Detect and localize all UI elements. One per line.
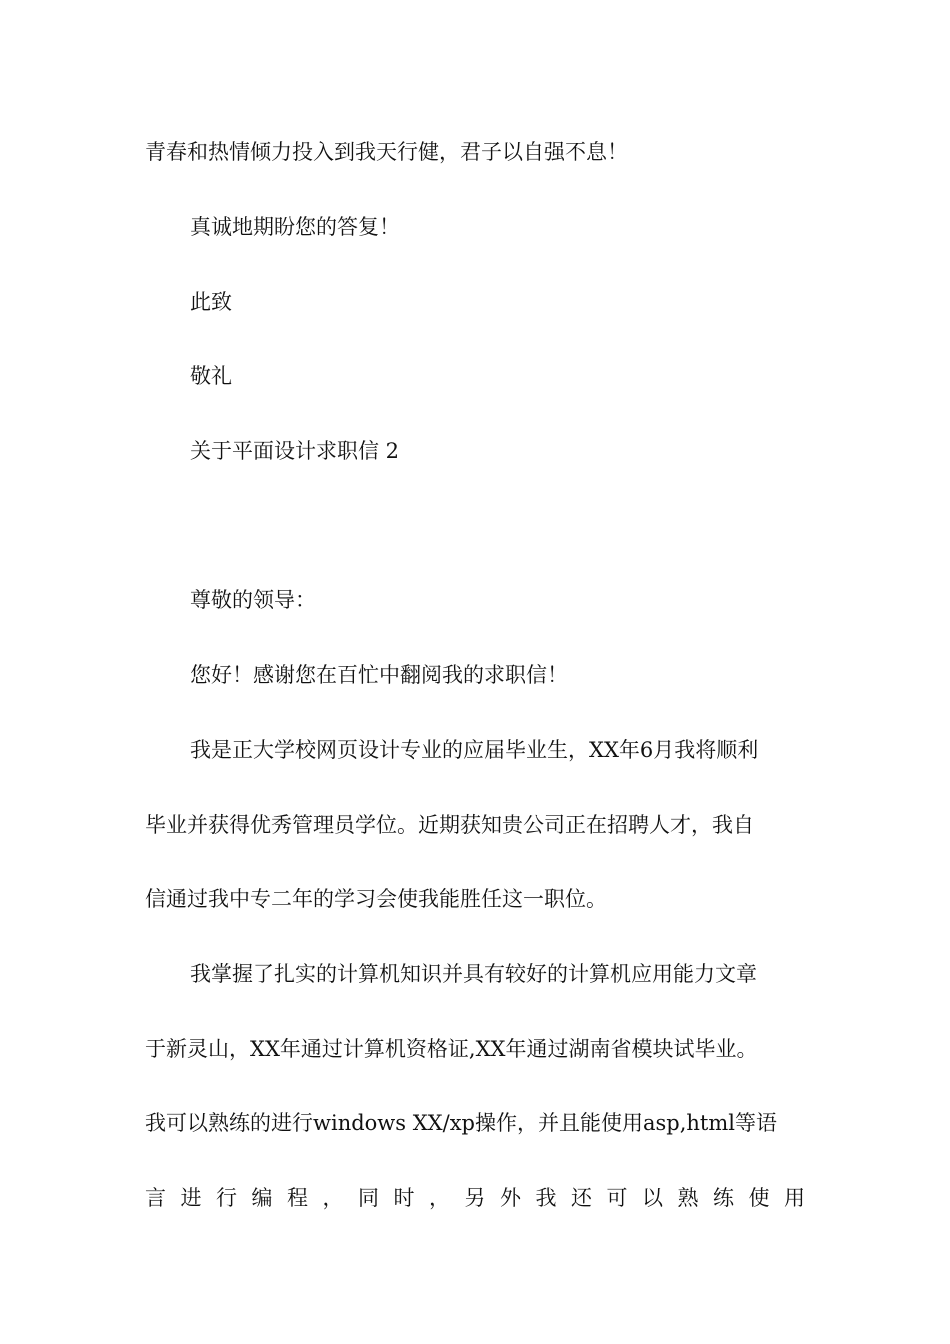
salutation-line: 敬礼 [190, 364, 232, 388]
closing-line: 真诚地期盼您的答复！ [190, 215, 400, 239]
body-text-line: 青春和热情倾力投入到我天行健，君子以自强不息！ [145, 140, 628, 164]
body-text-line: 我是正大学校网页设计专业的应届毕业生，XX年6月我将顺利 [190, 738, 759, 762]
body-text-line: 我掌握了扎实的计算机知识并具有较好的计算机应用能力文章 [190, 962, 757, 986]
body-text-line: 毕业并获得优秀管理员学位。近期获知贵公司正在招聘人才，我自 [145, 813, 754, 837]
salutation-line: 此致 [190, 290, 232, 314]
body-text-line: 您好！感谢您在百忙中翻阅我的求职信！ [190, 663, 568, 687]
greeting-line: 尊敬的领导： [190, 588, 316, 612]
section-heading: 关于平面设计求职信 2 [190, 439, 400, 463]
body-text-line: 于新灵山，XX年通过计算机资格证,XX年通过湖南省模块试毕业。 [145, 1037, 758, 1061]
body-text-line: 信通过我中专二年的学习会使我能胜任这一职位。 [145, 887, 607, 911]
body-text-line: 言 进 行 编 程 ， 同 时 ， 另 外 我 还 可 以 熟 练 使 用 [145, 1186, 805, 1210]
body-text-line: 我可以熟练的进行windows XX/xp操作，并且能使用asp,html等语 [145, 1111, 777, 1135]
